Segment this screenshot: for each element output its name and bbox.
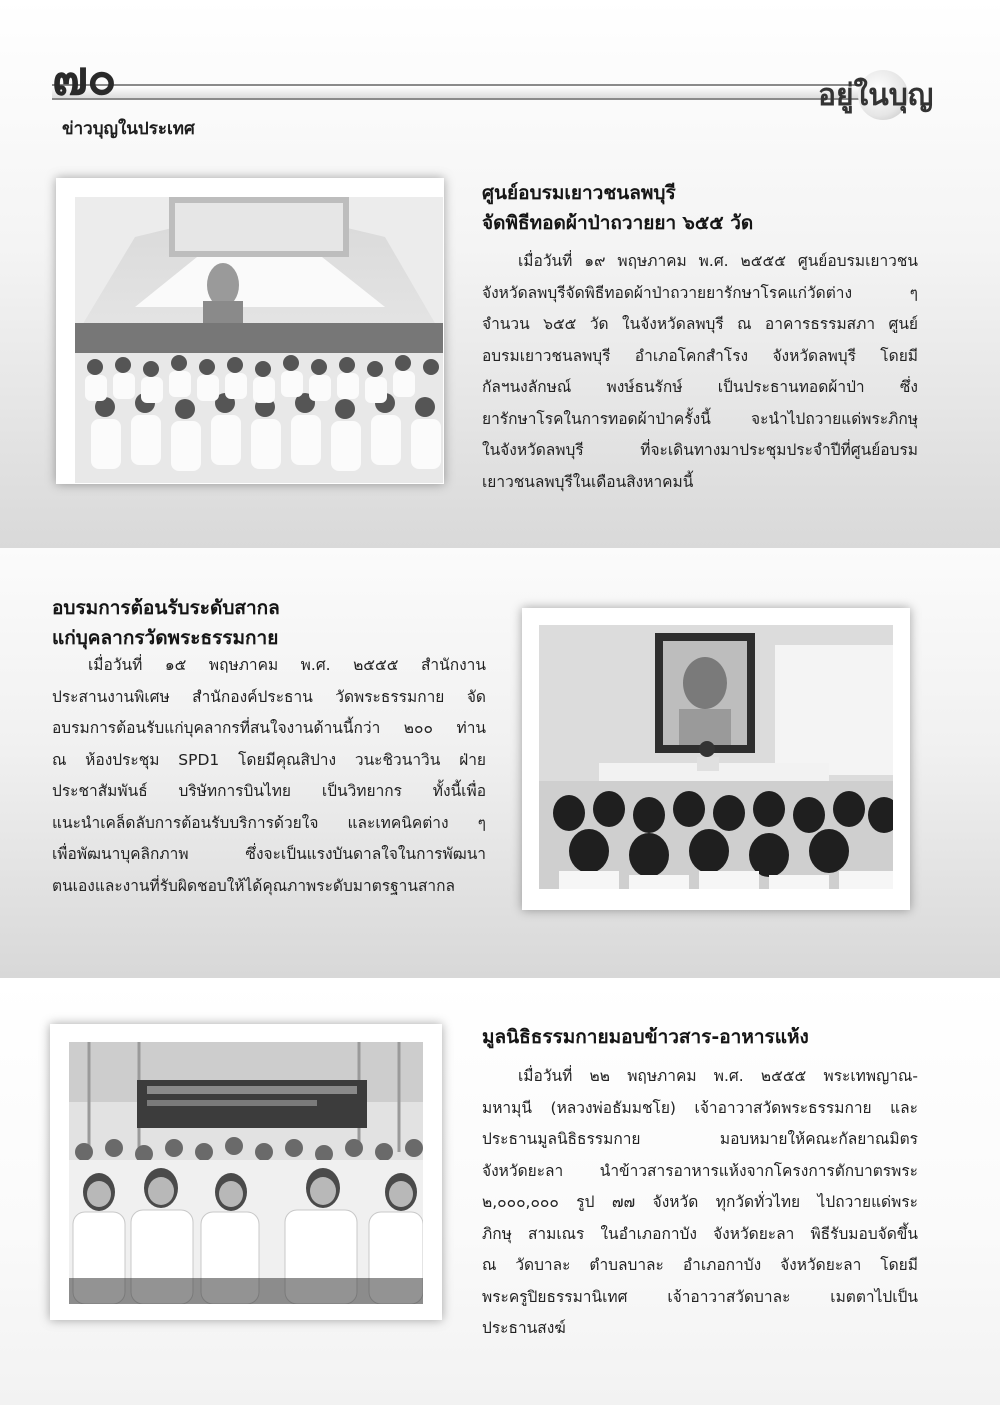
article-2-line: แนะนำเคล็ดลับการต้อนรับบริการด้วยใจ และเทคนิคต่าง ๆ [52,813,486,832]
article-2-line: ประสานงานพิเศษ สำนักองค์ประธาน วัดพระธรรมกาย จัด [52,687,486,706]
article-1-line: จำนวน ๖๕๕ วัด ในจังหวัดลพบุรี ณ อาคารธรรมสภา ศูนย์ [482,315,918,333]
article-1-title [482,178,753,238]
article-1-title-line-1: ศูนย์อบรมเยาวชนลพบุรี [482,182,676,204]
article-3-line: ๒,๐๐๐,๐๐๐ รูป ๗๗ จังหวัด ทุกวัดทั่วไทย ไปถวายแด่พระ [482,1193,918,1211]
article-2-body [52,650,486,902]
article-3-line: ประธานสงฆ์ [482,1319,566,1337]
article-1-line: จังหวัดลพบุรีจัดพิธีทอดผ้าป่าถวายยารักษาโรคแก่วัดต่าง ๆ [482,283,918,302]
article-3-line: พระครูปิยธรรมานิเทศ เจ้าอาวาสวัดบาละ เมตตาไปเป็น [482,1287,918,1306]
article-3-line: มหามุนี (หลวงพ่อธัมมชโย) เจ้าอาวาสวัดพระธรรมกาย และ [482,1098,918,1117]
article-1-line: ยารักษาโรคในการทอดผ้าป่าครั้งนี้ จะนำไปถวายแด่พระภิกษุ [482,409,918,428]
article-1-photo [56,178,444,484]
article-2-line: ณ ห้องประชุม SPD1 โดยมีคุณสิปาง วนะชิวนาวิน ฝ่าย [52,750,486,769]
donation-ceremony-image [69,1042,423,1304]
article-2-title [52,593,280,653]
ceremony-hall-image [75,197,443,483]
article-3-line: ภิกษุ สามเณร ในอำเภอกาบัง จังหวัดยะลา พิธีรับมอบจัดขึ้น [482,1224,918,1243]
article-2-title-line-1: อบรมการต้อนรับระดับสากล [52,597,280,619]
article-1-line: กัลฯนงลักษณ์ พงษ์ธนรักษ์ เป็นประธานทอดผ้าป่า ซึ่ง [482,378,918,396]
article-3-line: ณ วัดบาละ ตำบลบาละ อำเภอกาบัง จังหวัดยะลา โดยมี [482,1256,918,1274]
article-3-line: จังหวัดยะลา นำข้าวสารอาหารแห้งจากโครงการตักบาตรพระ [482,1161,918,1180]
header-rule [52,84,872,100]
article-2-line: อบรมการต้อนรับแก่บุคลากรที่สนใจงานด้านนี้กว่า ๒๐๐ ท่าน [52,719,486,737]
training-room-image [539,625,893,889]
article-2-title-line-2: แก่บุคลากรวัดพระธรรมกาย [52,627,279,649]
article-3-line: เมื่อวันที่ ๒๒ พฤษภาคม พ.ศ. ๒๕๕๕ พระเทพญาณ- [518,1067,918,1085]
article-3-title-line-1: มูลนิธิธรรมกายมอบข้าวสาร-อาหารแห้ง [482,1026,809,1048]
article-3-photo [50,1024,442,1320]
article-1-line: ในจังหวัดลพบุรี ที่จะเดินทางมาประชุมประจำปีที่ศูนย์อบรม [482,441,918,459]
article-2-line: เมื่อวันที่ ๑๕ พฤษภาคม พ.ศ. ๒๕๕๕ สำนักงาน [88,656,486,674]
article-1-body [482,246,918,498]
article-3-line: ประธานมูลนิธิธรรมกาย มอบหมายให้คณะกัลยาณมิตร [482,1130,918,1148]
article-1-line: อบรมเยาวชนลพบุรี อำเภอโคกสำโรง จังหวัดลพบุรี โดยมี [482,346,918,365]
page-number: ๗๐ [52,50,116,106]
article-2-line: ตนเองและงานที่รับผิดชอบให้ได้คุณภาพระดับมาตรฐานสากล [52,876,456,895]
article-3-title [482,1022,809,1052]
article-2-photo [522,608,910,910]
article-1-line: เยาวชนลพบุรีในเดือนสิงหาคมนี้ [482,472,694,491]
article-1-title-line-2: จัดพิธีทอดผ้าป่าถวายยา ๖๕๕ วัด [482,212,754,234]
article-3-body [482,1061,918,1345]
section-label: ข่าวบุญในประเทศ [62,119,195,139]
brand-logo: อยู่ในบุญ [818,78,934,113]
article-2-line: เพื่อพัฒนาบุคลิกภาพ ซึ่งจะเป็นแรงบันดาลใจในการพัฒนา [52,845,486,863]
article-1-line: เมื่อวันที่ ๑๙ พฤษภาคม พ.ศ. ๒๕๕๕ ศูนย์อบรมเยาวชน [518,252,918,270]
article-2-line: ประชาสัมพันธ์ บริษัทการบินไทย เป็นวิทยากร ทั้งนี้เพื่อ [52,782,486,800]
